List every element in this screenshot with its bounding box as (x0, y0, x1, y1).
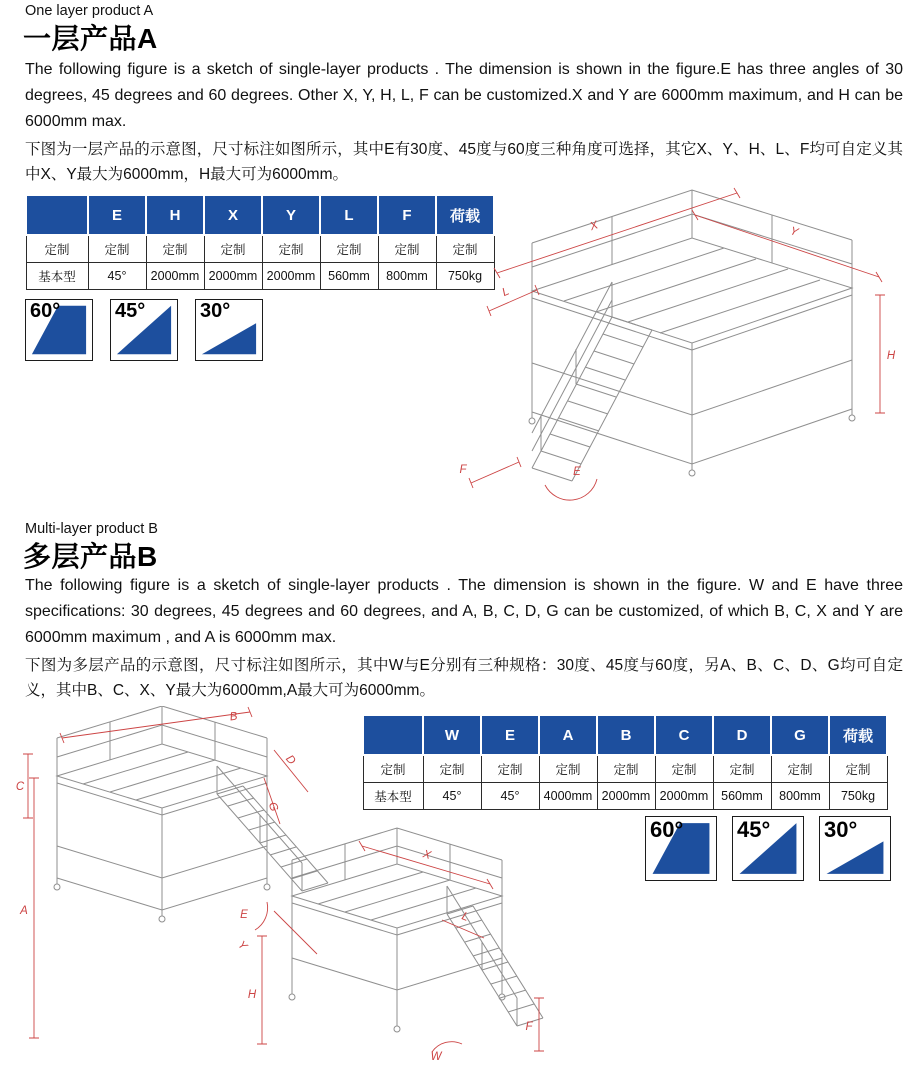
dim-label-f: F (459, 464, 467, 476)
product-a-spec-table (25, 194, 495, 290)
angle-badge-45 (732, 816, 804, 881)
table-cell: 2000mm (262, 262, 320, 289)
section-a-subtitle: One layer product A (25, 3, 154, 19)
table-cell: 定制 (771, 755, 829, 782)
table-cell: 45° (88, 262, 146, 289)
table-cell: 定制 (539, 755, 597, 782)
dim-label-l: L (500, 285, 512, 300)
table-cell: 定制 (204, 235, 262, 262)
table-cell: 定制 (423, 755, 481, 782)
dim-label-b: B (228, 710, 239, 724)
table-cell: 定制 (320, 235, 378, 262)
angle-badge-label: 30° (824, 817, 858, 842)
table-cell: 750kg (436, 262, 494, 289)
dim-label-w: W (430, 1051, 442, 1063)
angle-badge-label: 45° (737, 817, 771, 842)
dim-label-c: C (15, 781, 25, 793)
dim-label-y: Y (235, 938, 250, 953)
angle-badge-label: 60° (30, 300, 61, 322)
angle-badge-label: 45° (115, 300, 146, 322)
section-b-description-zh: 下图为多层产品的示意图，尺寸标注如图所示，其中W与E分别有三种规格：30度、45度与60度，另A、B、C、D、G均可自定义，其中B、C、X、Y最大为6000mm,A最大可为6000mm。 (25, 657, 903, 699)
dim-label-x: X (588, 219, 600, 234)
table-cell: 2000mm (597, 782, 655, 809)
dimension-lines (23, 707, 544, 1052)
header-cell (26, 195, 88, 235)
dimension-labels (16, 711, 534, 1063)
table-cell: 基本型 (26, 262, 88, 289)
table-header-row (26, 195, 494, 235)
section-b-title: 多层产品B (23, 541, 158, 572)
angle-badge-label: 60° (650, 817, 684, 842)
table-cell: 定制 (481, 755, 539, 782)
angle-badge-60 (645, 816, 717, 881)
header-cell: 荷载 (829, 715, 887, 755)
dim-label-l: L (459, 910, 471, 924)
table-cell: 2000mm (655, 782, 713, 809)
dim-label-e: E (240, 909, 248, 921)
table-cell: 800mm (771, 782, 829, 809)
header-cell: E (481, 715, 539, 755)
angle-badge-30 (195, 299, 263, 361)
angle-badge-45 (110, 299, 178, 361)
table-row-custom (26, 235, 494, 262)
header-cell: L (320, 195, 378, 235)
section-a-angle-badges (25, 299, 263, 361)
dim-label-e: E (573, 466, 581, 478)
dim-label-f: F (525, 1021, 533, 1033)
table-cell: 2000mm (204, 262, 262, 289)
table-cell: 基本型 (363, 782, 423, 809)
dim-label-a: A (20, 905, 28, 917)
dim-label-d: D (283, 753, 298, 768)
header-cell: C (655, 715, 713, 755)
table-cell: 560mm (713, 782, 771, 809)
dim-label-h: H (886, 350, 896, 362)
dim-label-g: G (265, 800, 280, 814)
angle-badge-60 (25, 299, 93, 361)
table-cell: 45° (423, 782, 481, 809)
section-a-description-zh: 下图为一层产品的示意图，尺寸标注如图所示，其中E有30度、45度与60度三种角度可选择，其它X、Y、H、L、F均可自定义其中X、Y最大为6000mm，H最大可为6000mm。 (25, 141, 903, 183)
header-cell: Y (262, 195, 320, 235)
table-cell: 定制 (378, 235, 436, 262)
table-cell: 定制 (829, 755, 887, 782)
dimension-lines (469, 188, 885, 500)
table-cell: 定制 (88, 235, 146, 262)
table-cell: 4000mm (539, 782, 597, 809)
table-cell: 750kg (829, 782, 887, 809)
product-a-drawing (437, 183, 907, 515)
table-cell: 560mm (320, 262, 378, 289)
section-b-subtitle: Multi-layer product B (25, 521, 158, 537)
table-cell: 定制 (436, 235, 494, 262)
platform-structure (54, 706, 543, 1032)
table-cell: 定制 (26, 235, 88, 262)
header-cell: G (771, 715, 829, 755)
dim-label-y: Y (788, 225, 800, 240)
header-cell: B (597, 715, 655, 755)
table-cell: 定制 (262, 235, 320, 262)
table-row-basic (26, 262, 494, 289)
dim-label-x: X (421, 848, 433, 862)
header-cell: E (88, 195, 146, 235)
table-cell: 2000mm (146, 262, 204, 289)
dim-label-h: H (247, 989, 257, 1001)
table-cell: 定制 (146, 235, 204, 262)
header-cell: W (423, 715, 481, 755)
angle-badge-label: 30° (200, 300, 231, 322)
header-cell: A (539, 715, 597, 755)
section-b-angle-badges (645, 816, 891, 881)
table-cell: 定制 (655, 755, 713, 782)
platform-structure (529, 190, 855, 481)
section-a-description-en: The following figure is a sketch of single-layer products . The dimension is shown in the figure.E has three angles of 30 degrees, 45 degrees and 60 degrees. Other X, Y, H, L, F can be customized.X and Y are 6000mm maximum, and H can be 6000mm max. (25, 61, 903, 130)
section-a-title: 一层产品A (23, 23, 158, 54)
table-cell: 800mm (378, 262, 436, 289)
header-cell: D (713, 715, 771, 755)
header-cell: F (378, 195, 436, 235)
angle-badge-30 (819, 816, 891, 881)
section-b-description-en: The following figure is a sketch of single-layer products . The dimension is shown in the figure. W and E have three specifications: 30 degrees, 45 degrees and 60 degrees, and A, B, C, D, G can be customized, of which B, C, X and Y are 6000mm maximum , and A is 6000mm max. (25, 577, 903, 646)
header-cell: H (146, 195, 204, 235)
header-cell: X (204, 195, 262, 235)
table-cell: 定制 (363, 755, 423, 782)
table-cell: 定制 (713, 755, 771, 782)
product-b-drawing (12, 706, 562, 1070)
header-cell: 荷载 (436, 195, 494, 235)
table-cell: 定制 (597, 755, 655, 782)
table-cell: 45° (481, 782, 539, 809)
